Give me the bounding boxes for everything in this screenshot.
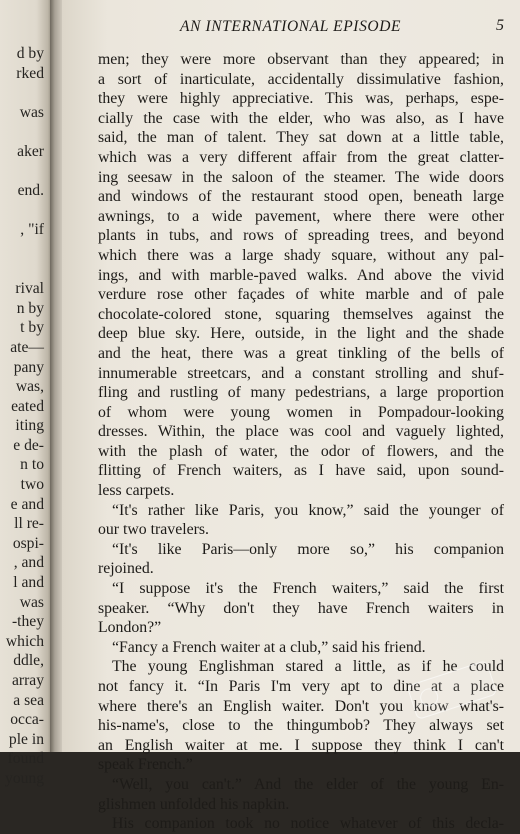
body-line: speak French.”	[98, 756, 193, 774]
left-page-line: , and	[13, 554, 44, 572]
left-page-line: occa-	[10, 711, 44, 729]
left-page-line: eated	[11, 397, 44, 415]
left-page-line	[0, 240, 44, 260]
left-page-line: -they	[11, 613, 44, 631]
body-line: ing seesaw in the saloon of the steamer. The wide doors	[98, 168, 504, 186]
body-line: awnings, to a wide pavement, where there were other	[98, 207, 504, 225]
body-line: glishmen unfolded his napkin.	[98, 795, 290, 813]
left-page-line: young	[5, 769, 44, 787]
body-line: of whom were young women in Pompadour-looking	[98, 403, 504, 421]
body-line: “Fancy a French waiter at a club,” said his friend.	[112, 638, 426, 656]
left-page	[0, 0, 52, 787]
body-line: fling and rustling of many pedestrians, a large proportion	[98, 384, 504, 402]
body-line: verdure rose other façades of white marble and of pale	[98, 286, 504, 304]
body-line: and windows of the restaurant stood open, beneath large	[98, 188, 504, 206]
body-line: an English waiter at me. I suppose they think I can't	[98, 736, 504, 754]
left-page-line: ple in	[8, 730, 44, 748]
left-page-line: a sea	[13, 691, 44, 709]
left-page-line: n to	[20, 456, 44, 474]
left-page-line: ospi-	[12, 534, 44, 552]
body-line: not fancy it. “In Paris I'm very apt to dine at a place	[98, 678, 504, 695]
body-line: speaker. “Why don't they have French waiters in	[98, 599, 504, 617]
left-page-line: t by	[20, 319, 44, 337]
body-line: “I suppose it's the French waiters,” said the first	[112, 580, 504, 598]
body-line: innumerable streetcars, and a constant strolling and shuf-	[98, 364, 504, 382]
left-page-line: , "if	[20, 221, 44, 239]
left-page-line: which	[5, 632, 44, 650]
body-line: a sort of inarticulate, accidentally dissimulative fashion,	[98, 70, 504, 88]
left-page-line: e and	[10, 495, 44, 513]
left-page-line: was,	[15, 378, 44, 396]
left-page-line	[0, 162, 44, 182]
body-line: less carpets.	[98, 482, 175, 500]
body-line: His companion took no notice whatever of this decla-	[112, 815, 504, 833]
left-page-line	[0, 122, 44, 142]
page-number: 5	[496, 17, 504, 34]
body-line: “It's rather like Paris, you know,” said the younger of	[112, 501, 504, 519]
left-page-line: ddle,	[13, 652, 44, 670]
left-page-line: e de-	[13, 436, 44, 454]
body-line: ings, and with marble-paved walks. And above the vivid	[98, 266, 504, 284]
left-page-line: ate—	[10, 338, 44, 356]
body-line: our two travelers.	[98, 521, 209, 539]
body-line: which was a very different affair from the great clatter-	[98, 148, 504, 166]
left-page-text	[0, 44, 44, 789]
left-page-line: l and	[13, 574, 44, 592]
body-line: his-name's, close to the thingumbob? They always set	[98, 717, 504, 735]
body-line: which there was a large shady square, without any pal-	[98, 246, 504, 264]
body-line: dresses. Within, the place was cool and vaguely lighted,	[98, 423, 504, 441]
left-page-line: aker	[17, 142, 44, 160]
left-page-line: d by	[16, 45, 44, 62]
body-line: rejoined.	[98, 560, 154, 578]
left-page-line: was	[19, 593, 44, 611]
body-line: plants in tubs, and rows of spreading trees, and beyond	[98, 227, 504, 245]
left-page-line	[0, 201, 44, 221]
body-line: deep blue sky. Here, outside, in the light and the shade	[98, 325, 504, 343]
left-page-line: pany	[13, 358, 44, 376]
left-page-line	[0, 83, 44, 103]
left-page-line: ll re-	[14, 515, 44, 533]
body-line: flitting of French waiters, as I have said, upon sound-	[98, 462, 504, 480]
body-line: men; they were more observant than they appeared; in	[98, 51, 504, 68]
running-head: AN INTERNATIONAL EPISODE	[180, 18, 402, 35]
left-page-line: two	[20, 476, 44, 494]
body-line: with the plash of water, the odor of flowers, and the	[98, 442, 504, 460]
left-page-line: found	[7, 750, 44, 768]
body-line: London?”	[98, 619, 162, 637]
body-line: “Well, you can't.” And the elder of the young En-	[112, 775, 504, 793]
body-line: said, the man of talent. They sat down at a little table,	[98, 129, 504, 147]
body-line: they were highly appreciative. This was, perhaps, espe-	[98, 90, 504, 108]
left-page-line: n by	[16, 299, 44, 317]
body-line: and the heat, there was a great tinkling of the bells of	[98, 344, 504, 362]
left-page-line: end.	[17, 182, 44, 200]
body-line: cially the case with the elder, who was also, as I have	[98, 109, 504, 127]
body-text	[98, 50, 504, 834]
left-page-line: was	[19, 103, 44, 121]
body-line: where there's an English waiter. Don't you know what's-	[98, 697, 504, 715]
left-page-line: rked	[16, 64, 44, 82]
right-page	[62, 0, 520, 833]
body-line: “It's like Paris—only more so,” his companion	[112, 540, 504, 558]
body-line: chocolate-colored stone, squaring themselves against the	[98, 305, 504, 323]
left-page-line: array	[11, 672, 44, 689]
left-page-line: rival	[15, 280, 44, 298]
left-page-line: iting	[15, 417, 44, 435]
left-page-line	[0, 260, 44, 280]
body-line: The young Englishman stared a little, as if he could	[112, 658, 504, 676]
